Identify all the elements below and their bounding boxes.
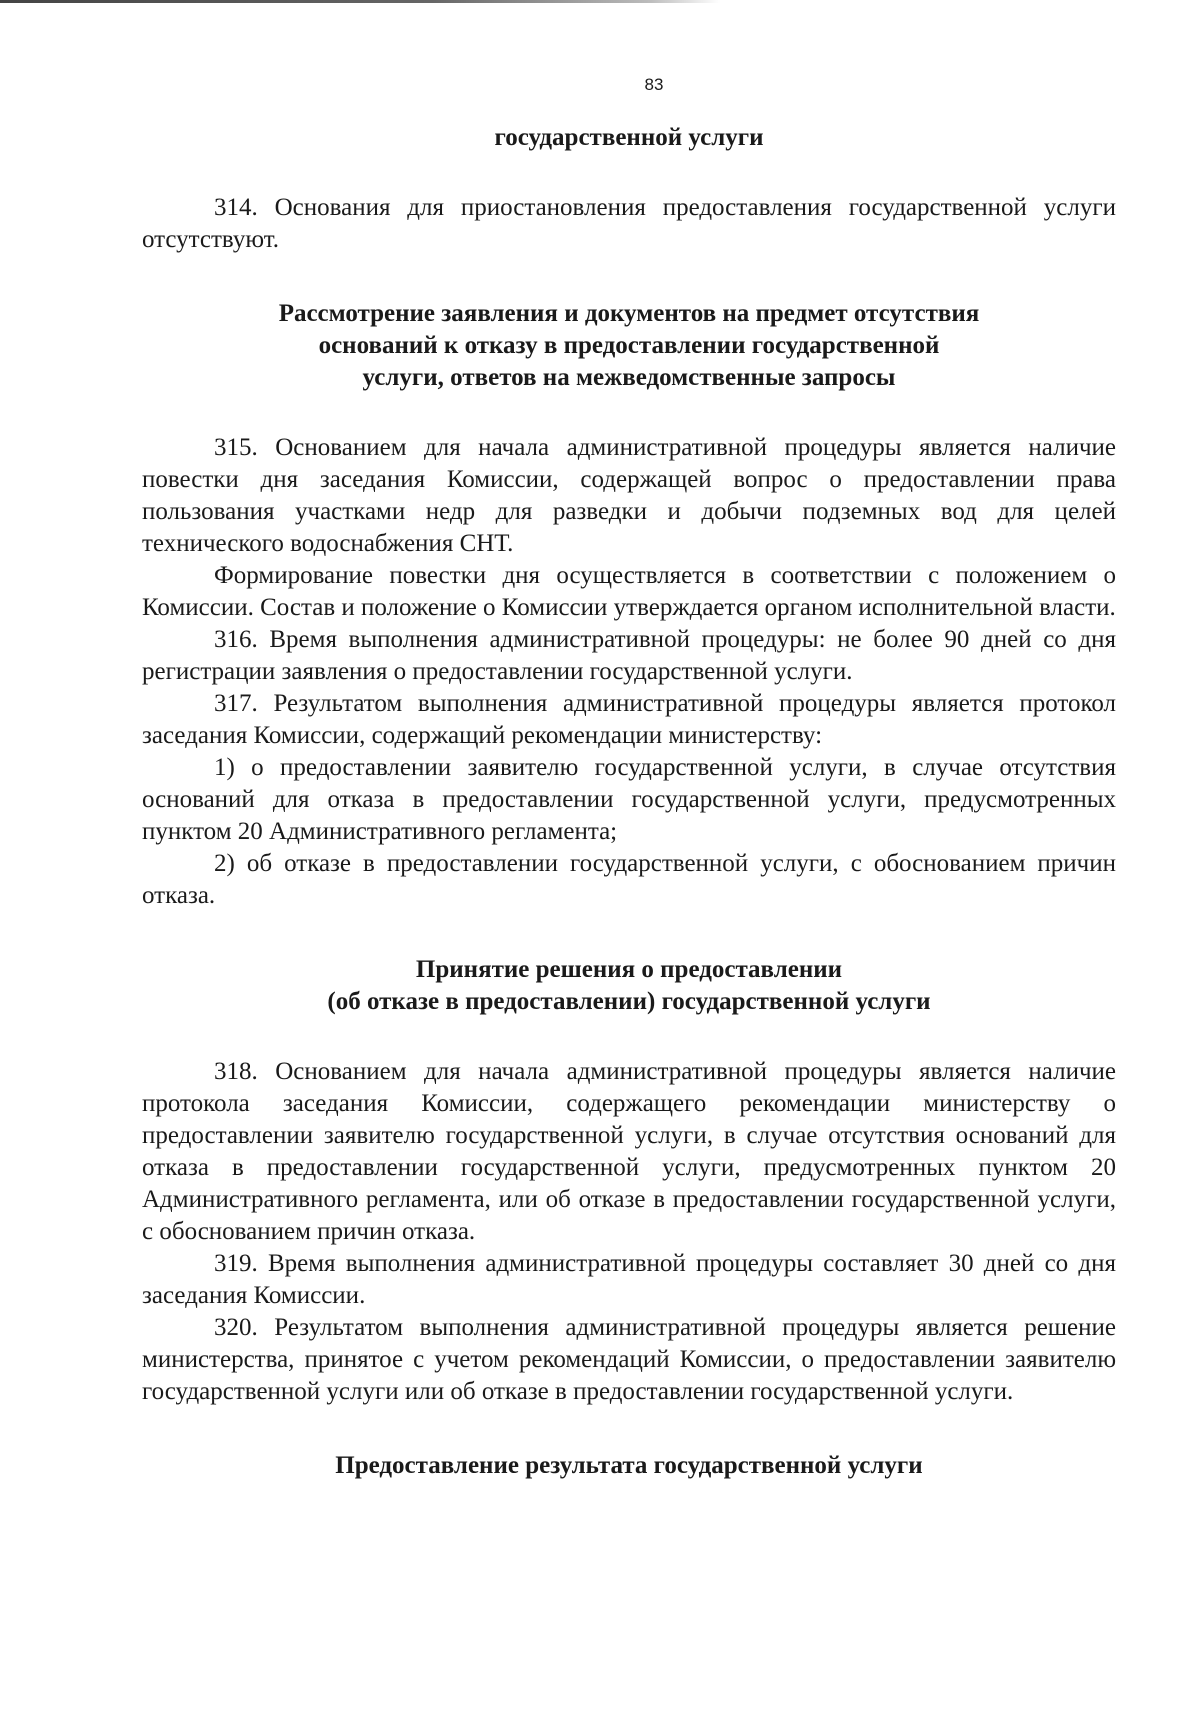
section-heading-line: оснований к отказу в предоставлении государственной [318,332,940,359]
paragraph-315: 315. Основанием для начала административной процедуры является наличие повестки дня заседания Комиссии, содержащей вопрос о предоставлении права пользования участками недр для разведки и добычи подземных вод для целей технического водоснабжения СНТ. [142,434,1116,557]
paragraph-315-agenda: Формирование повестки дня осуществляется в соответствии с положением о Комиссии. Состав и положение о Комиссии утверждается органом исполнительной власти. [142,562,1116,621]
section-heading-line: услуги, ответов на межведомственные запросы [362,364,896,391]
section-heading-line: Принятие решения о предоставлении [415,956,843,983]
section-heading-line: (об отказе в предоставлении) государственной услуги [327,988,931,1015]
paragraph-319: 319. Время выполнения административной процедуры составляет 30 дней со дня заседания Комиссии. [142,1250,1116,1309]
spacer [142,912,1116,954]
section-heading-line: Рассмотрение заявления и документов на предмет отсутствия [278,300,980,327]
paragraph-318: 318. Основанием для начала административной процедуры является наличие протокола заседания Комиссии, содержащего рекомендации министерству о предоставлении заявителю государственной услуги, в случае отсутствия оснований для отказа в предоставлении государственной услуги, предусмотренных пунктом 20 Административного регламента, или об отказе в предоставлении государственной услуги, с обоснованием причин отказа. [142,1058,1116,1245]
section-heading-review [142,298,1116,394]
paragraph-314: 314. Основания для приостановления предоставления государственной услуги отсутствуют. [142,194,1116,253]
spacer [142,1018,1116,1056]
section-heading-decision [142,954,1116,1018]
paragraph-317-item-1: 1) о предоставлении заявителю государственной услуги, в случае отсутствия оснований для отказа в предоставлении государственной услуги, предусмотренных пунктом 20 Административного регламента; [142,754,1116,845]
spacer [142,256,1116,298]
spacer [142,1408,1116,1450]
page-number: 83 [644,75,664,94]
document-page [142,72,1116,1482]
fragment-heading: государственной услуги [494,124,764,151]
scan-edge-artifact [0,0,720,3]
section-heading-result: Предоставление результата государственной услуги [335,1452,923,1479]
spacer [142,394,1116,432]
paragraph-317-item-2: 2) об отказе в предоставлении государственной услуги, с обоснованием причин отказа. [142,850,1116,909]
paragraph-317: 317. Результатом выполнения административной процедуры является протокол заседания Комиссии, содержащий рекомендации министерству: [142,690,1116,749]
spacer [142,154,1116,192]
paragraph-316: 316. Время выполнения административной процедуры: не более 90 дней со дня регистрации заявления о предоставлении государственной услуги. [142,626,1116,685]
paragraph-320: 320. Результатом выполнения административной процедуры является решение министерства, принятое с учетом рекомендаций Комиссии, о предоставлении заявителю государственной услуги или об отказе в предоставлении государственной услуги. [142,1314,1116,1405]
